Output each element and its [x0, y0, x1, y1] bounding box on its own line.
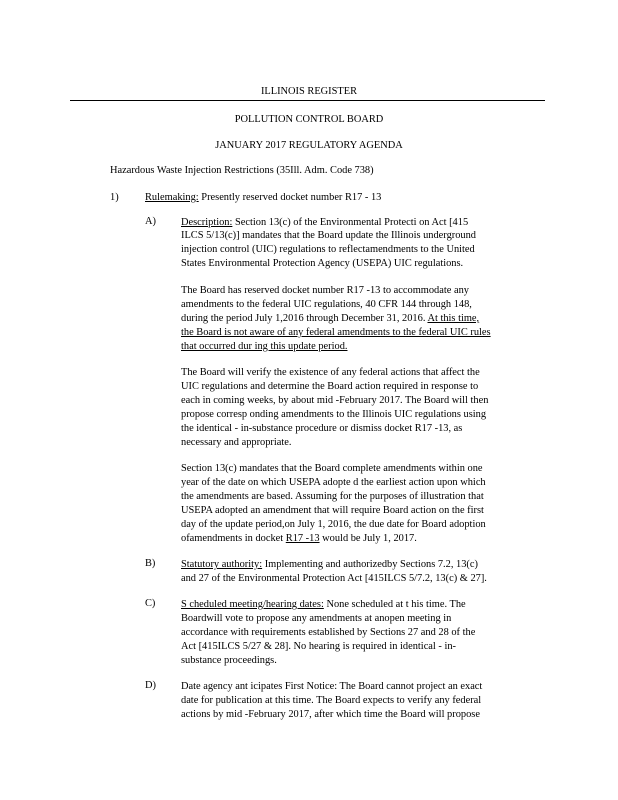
- text-line: propose corresp onding amendments to the Illinois UIC regulations using: [181, 409, 487, 420]
- description-label: Description:: [181, 217, 233, 228]
- text-line: The Board has reserved docket number R17 -13 to accommodate any: [181, 285, 469, 296]
- docket-reference: R17 -13: [285, 533, 320, 544]
- text-line: that occurred dur ing this update period.: [181, 341, 348, 352]
- rulemaking-line: [145, 192, 381, 203]
- text-line: [181, 216, 468, 229]
- subject-line: Hazardous Waste Injection Restrictions (35Ill. Adm. Code 738): [110, 165, 374, 176]
- text-span: At this time,: [427, 313, 480, 324]
- text-line: UIC regulations and determine the Board action required in response to: [181, 381, 479, 392]
- rulemaking-label: Rulemaking:: [145, 192, 199, 203]
- section-c-marker: C): [145, 598, 156, 609]
- section-b-marker: B): [145, 558, 156, 569]
- text-line: Section 13(c) mandates that the Board complete amendments within one: [181, 463, 483, 474]
- register-title: ILLINOIS REGISTER: [260, 86, 358, 97]
- meeting-label: S cheduled meeting/hearing dates:: [181, 599, 324, 610]
- text-line: accordance with requirements established by Sections 27 and 28 of the: [181, 627, 476, 638]
- text-line: Act [415ILCS 5/27 & 28]. No hearing is required in identical - in-: [181, 641, 457, 652]
- text-line: the amendments are based. Assuming for the purposes of illustration that: [181, 491, 484, 502]
- rulemaking-text: Presently reserved docket number R17 - 13: [201, 192, 382, 203]
- text-line: year of the date on which USEPA adopte d the earliest action upon which: [181, 477, 486, 488]
- text-span: during the period July 1,2016 through December 31, 2016.: [181, 313, 426, 324]
- text-span: None scheduled at t his time. The: [326, 599, 466, 610]
- text-line: and 27 of the Environmental Protection Act [415ILCS 5/7.2, 13(c) & 27].: [181, 573, 487, 584]
- item-number: 1): [110, 192, 119, 203]
- text-span: ofamendments in docket: [181, 533, 284, 544]
- text-line: [181, 598, 466, 611]
- agenda-title: JANUARY 2017 REGULATORY AGENDA: [215, 140, 403, 151]
- text-span: Section 13(c) of the Environmental Protecti on Act [415: [234, 217, 469, 228]
- text-line: injection control (UIC) regulations to reflectamendments to the United: [181, 244, 475, 255]
- text-span: would be July 1, 2017.: [322, 533, 417, 544]
- text-line: substance proceedings.: [181, 655, 277, 666]
- text-line: day of the update period,on July 1, 2016, the due date for Board adoption: [181, 519, 486, 530]
- text-line: amendments to the federal UIC regulations, 40 CFR 144 through 148,: [181, 299, 472, 310]
- text-line: each in coming weeks, by about mid -February 2017. The Board will then: [181, 395, 489, 406]
- text-line: the identical - in-substance procedure or dismiss docket R17 -13, as: [181, 423, 463, 434]
- board-title: POLLUTION CONTROL BOARD: [234, 114, 384, 125]
- text-line: Boardwill vote to propose any amendments at anopen meeting in: [181, 613, 452, 624]
- text-line: [181, 558, 478, 571]
- text-span: Implementing and authorizedby Sections 7.2, 13(c): [264, 559, 478, 570]
- text-line: necessary and appropriate.: [181, 437, 292, 448]
- text-line: USEPA adopted an amendment that will require Board action on the first: [181, 505, 484, 516]
- text-line: The Board will verify the existence of any federal actions that affect the: [181, 367, 480, 378]
- statutory-label: Statutory authority:: [181, 559, 263, 570]
- text-line: ILCS 5/13(c)] mandates that the Board update the Illinois underground: [181, 230, 477, 241]
- text-line: States Environmental Protection Agency (USEPA) UIC regulations.: [181, 258, 464, 269]
- text-line: [181, 532, 417, 545]
- text-line: actions by mid -February 2017, after which time the Board will propose: [181, 709, 480, 720]
- section-a-marker: A): [145, 216, 156, 227]
- section-d-marker: D): [145, 680, 156, 691]
- text-line: date for publication at this time. The Board expects to verify any federal: [181, 695, 482, 706]
- text-line: the Board is not aware of any federal amendments to the federal UIC rules: [181, 327, 491, 338]
- text-line: Date agency ant icipates First Notice: The Board cannot project an exact: [181, 681, 483, 692]
- text-line: [181, 312, 479, 325]
- header-rule: [70, 100, 545, 101]
